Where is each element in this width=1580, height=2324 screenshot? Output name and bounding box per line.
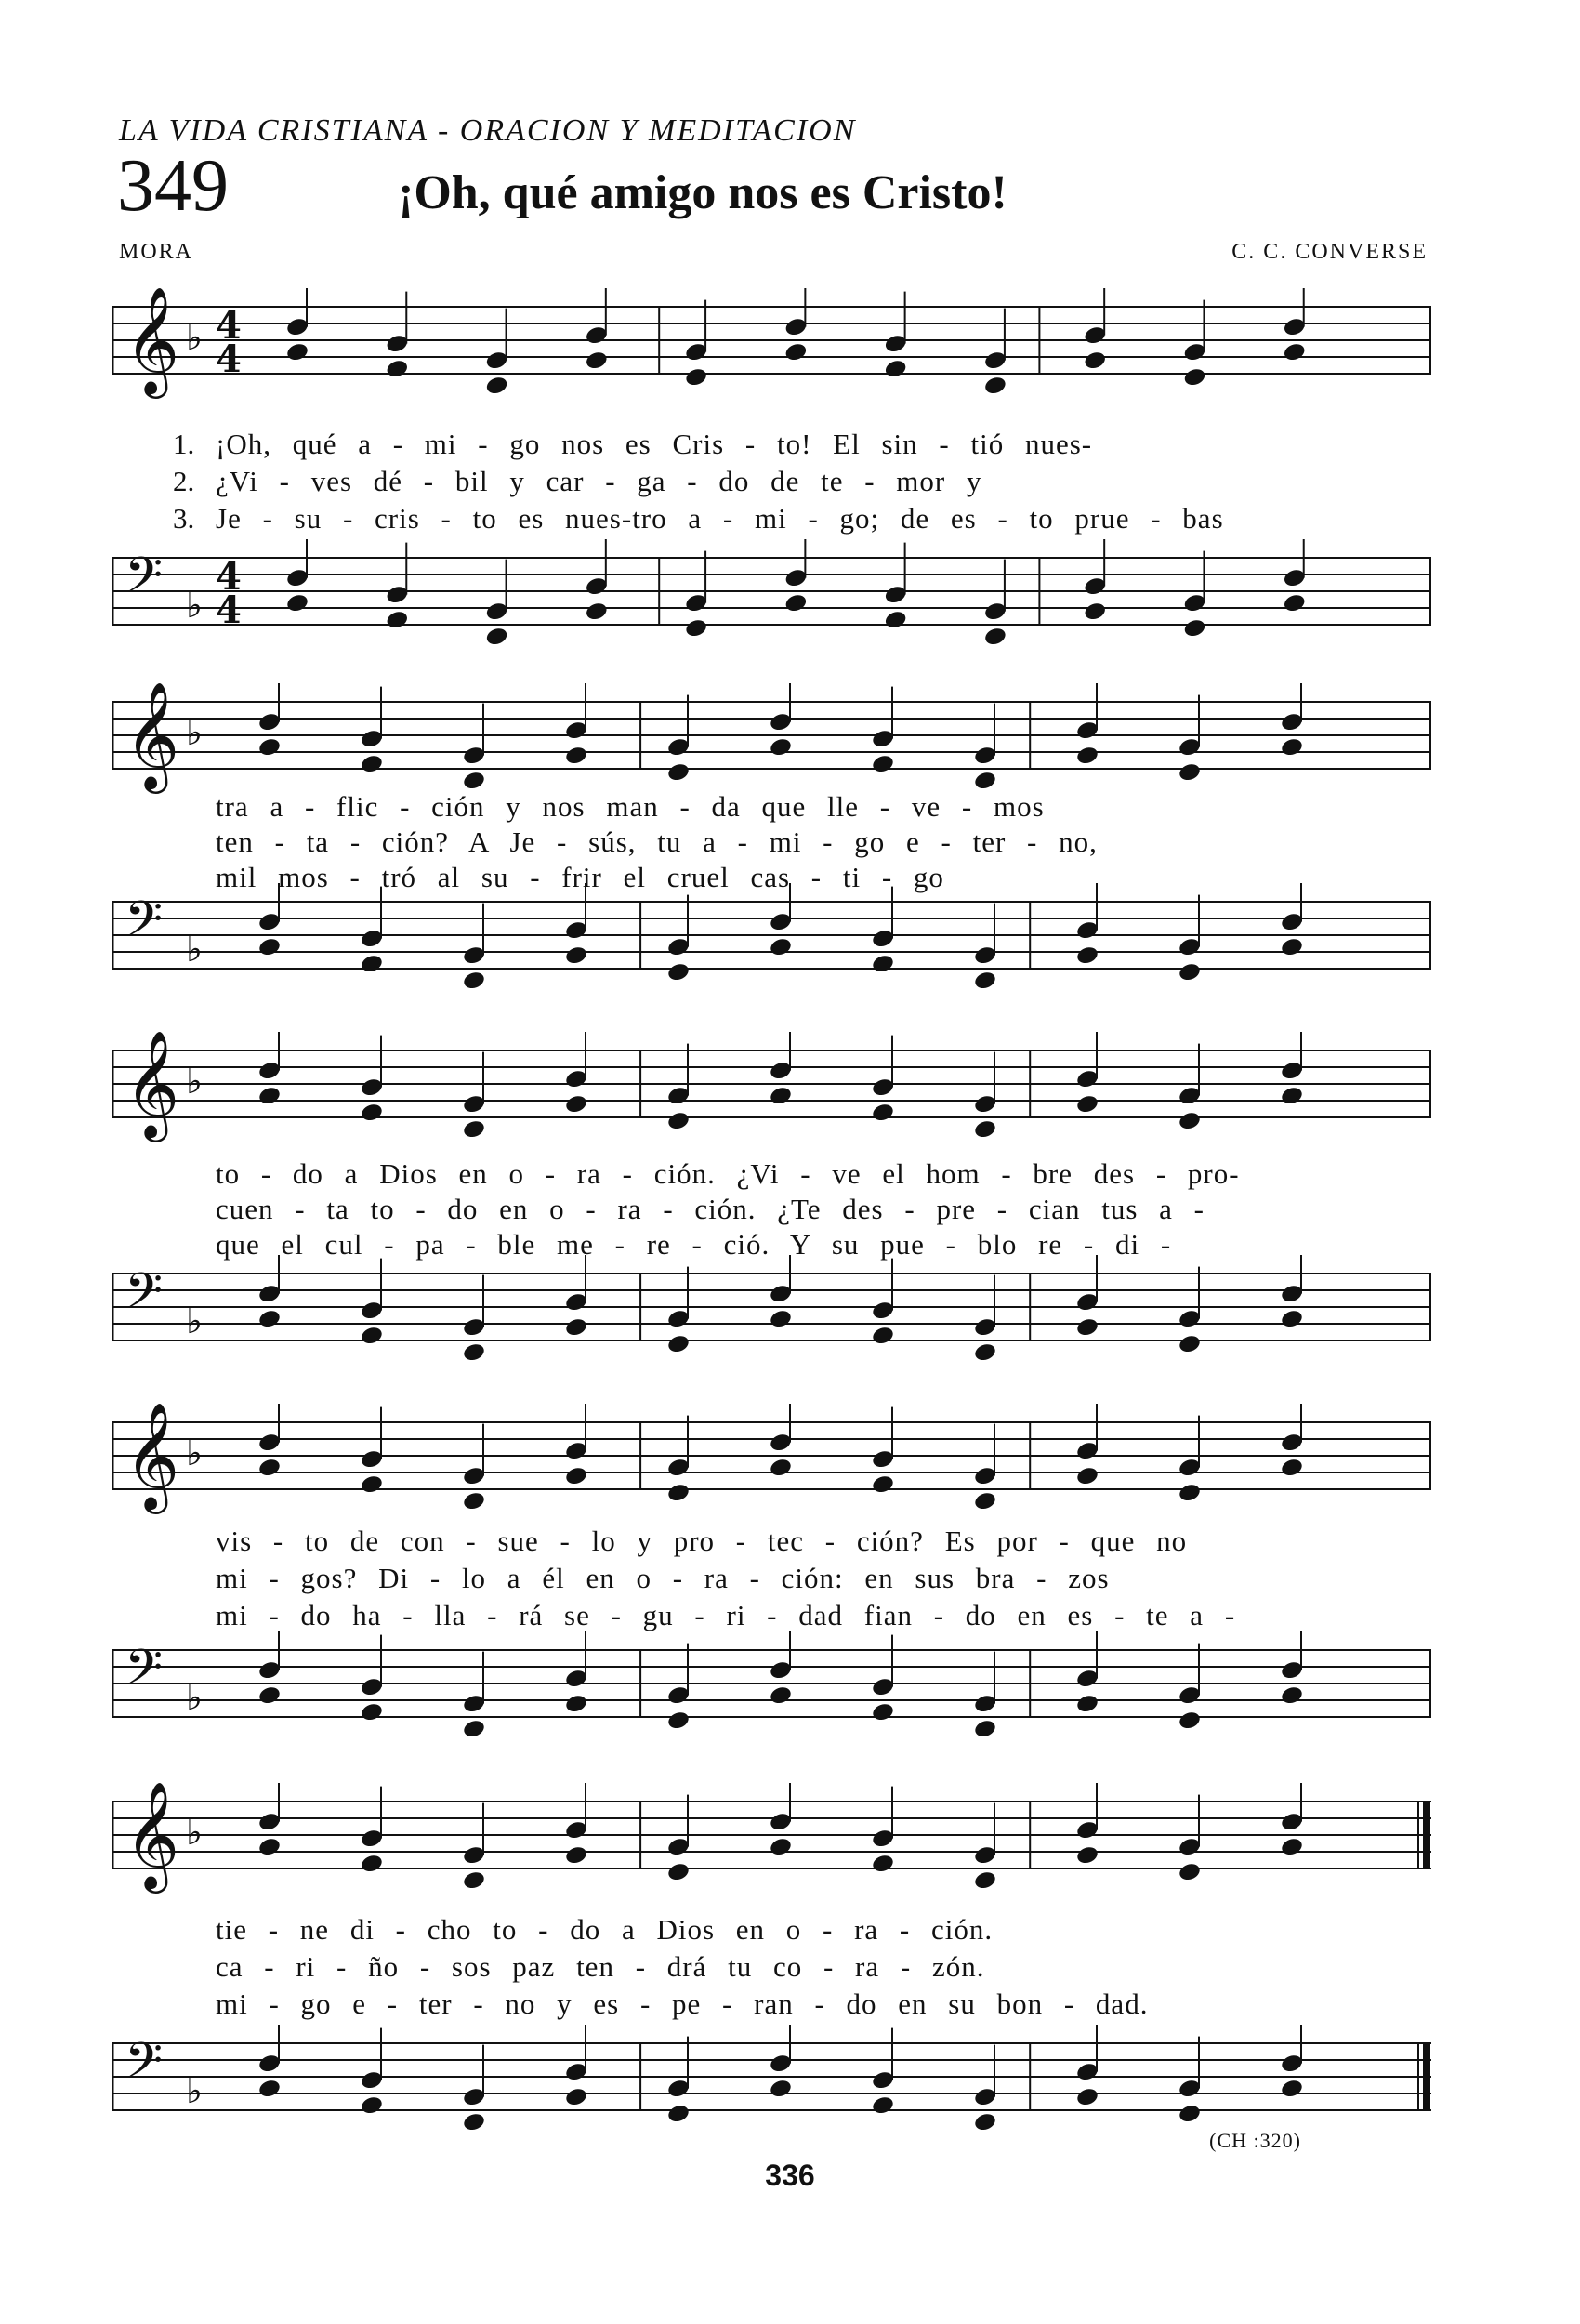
note-head	[1178, 1710, 1202, 1731]
note-head	[1075, 944, 1099, 966]
note-head	[871, 1473, 895, 1495]
note-head	[983, 375, 1007, 396]
lyric-text: tie - ne di - cho to - do a Dios en o - ra - ción.	[216, 1913, 994, 1946]
note-head	[360, 753, 384, 774]
bass-staff	[112, 539, 1431, 660]
flat-key-signature: ♭	[186, 1812, 203, 1853]
note-head	[1178, 1110, 1202, 1131]
lyric-text: ca - ri - ño - sos paz ten - drá tu co - ra - zón.	[216, 1950, 985, 1983]
note-head	[884, 358, 908, 379]
note-head	[871, 1325, 895, 1346]
note-head	[1178, 1482, 1202, 1503]
note-head	[973, 1118, 997, 1140]
note-head	[385, 358, 409, 379]
bass-staff	[112, 1255, 1431, 1376]
note-head	[1182, 366, 1206, 388]
note-head	[257, 736, 282, 758]
note-head	[1075, 2086, 1099, 2107]
note-head	[1075, 745, 1099, 766]
note-head	[1178, 2103, 1202, 2124]
note-head	[1280, 736, 1304, 758]
note-head	[360, 1853, 384, 1874]
hymn-number: 349	[117, 145, 229, 227]
note-head	[360, 1701, 384, 1723]
note-head	[684, 617, 708, 639]
lyric-text: ten - ta - ción? A Je - sús, tu a - mi - go e - ter - no,	[216, 825, 1098, 858]
note-head	[973, 1341, 997, 1363]
note-head	[564, 1465, 588, 1486]
note-head	[257, 2078, 282, 2099]
note-head	[462, 970, 486, 991]
note-head	[585, 601, 609, 622]
flat-key-signature: ♭	[186, 929, 203, 970]
note-head	[285, 341, 309, 363]
note-head	[769, 1684, 793, 1706]
note-head	[1280, 2078, 1304, 2099]
note-head	[666, 2103, 691, 2124]
bass-staff	[112, 883, 1431, 1004]
flat-key-signature: ♭	[186, 1301, 203, 1341]
note-head	[1178, 761, 1202, 783]
bass-clef: 𝄢	[125, 891, 164, 960]
note-head	[462, 1118, 486, 1140]
bass-staff	[112, 2025, 1431, 2146]
note-head	[1178, 1333, 1202, 1354]
note-head	[1075, 1465, 1099, 1486]
note-head	[360, 2094, 384, 2116]
time-signature-top: 4	[216, 304, 242, 349]
flat-key-signature: ♭	[186, 1061, 203, 1102]
note-head	[257, 1457, 282, 1478]
note-head	[769, 1085, 793, 1106]
note-head	[462, 1490, 486, 1512]
note-head	[564, 1093, 588, 1115]
treble-clef: 𝄞	[125, 1404, 180, 1511]
tune-name: MORA	[119, 240, 194, 264]
note-head	[666, 1482, 691, 1503]
treble-clef: 𝄞	[125, 288, 180, 395]
note-head	[769, 936, 793, 957]
note-head	[973, 970, 997, 991]
note-head	[462, 770, 486, 791]
note-head	[257, 936, 282, 957]
lyric-text: to - do a Dios en o - ra - ción. ¿Vi - ve el hom - bre des - pro-	[216, 1157, 1240, 1190]
note-head	[983, 626, 1007, 647]
lyric-text: Je - su - cris - to es nues-tro a - mi - go; de es - to prue - bas	[216, 502, 1224, 535]
bass-clef: 𝄢	[125, 1262, 164, 1332]
note-head	[1178, 961, 1202, 983]
lyric-text: que el cul - pa - ble me - re - ció. Y su pue - blo re - di -	[216, 1228, 1172, 1261]
note-head	[1280, 1684, 1304, 1706]
note-head	[564, 1844, 588, 1866]
time-signature-top: 4	[216, 555, 242, 600]
note-head	[769, 736, 793, 758]
flat-key-signature: ♭	[186, 585, 203, 626]
note-head	[1083, 350, 1107, 371]
note-head	[666, 1110, 691, 1131]
bass-clef: 𝄢	[125, 2032, 164, 2102]
hymnal-reference: (CH :320)	[1209, 2129, 1301, 2152]
note-head	[1280, 1085, 1304, 1106]
time-signature-bottom: 4	[216, 588, 242, 633]
note-head	[360, 1325, 384, 1346]
note-head	[871, 2094, 895, 2116]
note-head	[666, 1710, 691, 1731]
flat-key-signature: ♭	[186, 2070, 203, 2111]
note-head	[1075, 1093, 1099, 1115]
lyric-text: ¿Vi - ves dé - bil y car - ga - do de te - mor y	[216, 465, 982, 497]
note-head	[585, 350, 609, 371]
verse-number: 2.	[173, 465, 195, 497]
note-head	[360, 1102, 384, 1123]
flat-key-signature: ♭	[186, 317, 203, 358]
note-head	[769, 2078, 793, 2099]
note-head	[564, 1316, 588, 1338]
note-head	[1280, 1308, 1304, 1329]
note-head	[1280, 936, 1304, 957]
note-head	[257, 1308, 282, 1329]
flat-key-signature: ♭	[186, 712, 203, 753]
note-head	[257, 1684, 282, 1706]
verse-number: 3.	[173, 502, 195, 535]
note-head	[871, 753, 895, 774]
lyric-text: mi - go e - ter - no y es - pe - ran - do en su bon - dad.	[216, 1987, 1149, 2020]
note-head	[1178, 1861, 1202, 1882]
lyric-text: mi - gos? Di - lo a él en o - ra - ción: en sus bra - zos	[216, 1562, 1110, 1594]
note-head	[783, 341, 808, 363]
note-head	[1075, 1316, 1099, 1338]
note-head	[285, 592, 309, 614]
note-head	[769, 1457, 793, 1478]
treble-staff	[112, 1783, 1431, 1904]
lyric-text: mi - do ha - lla - rá se - gu - ri - dad fian - do en es - te a -	[216, 1599, 1236, 1631]
composer-name: C. C. CONVERSE	[1231, 240, 1428, 264]
lyric-text: ¡Oh, qué a - mi - go nos es Cris - to! El sin - tió nues-	[216, 428, 1093, 460]
note-head	[973, 1718, 997, 1739]
note-head	[1182, 617, 1206, 639]
note-head	[462, 1718, 486, 1739]
treble-staff	[112, 288, 1431, 409]
note-head	[462, 2111, 486, 2133]
note-head	[1283, 341, 1307, 363]
treble-staff	[112, 683, 1431, 804]
note-head	[666, 961, 691, 983]
note-head	[1280, 1836, 1304, 1857]
note-head	[666, 761, 691, 783]
note-head	[462, 1341, 486, 1363]
note-head	[783, 592, 808, 614]
note-head	[257, 1836, 282, 1857]
note-head	[1083, 601, 1107, 622]
lyric-text: tra a - flic - ción y nos man - da que lle - ve - mos	[216, 790, 1045, 823]
note-head	[973, 1490, 997, 1512]
bass-staff	[112, 1631, 1431, 1752]
section-title: LA VIDA CRISTIANA - ORACION Y MEDITACION	[119, 113, 857, 148]
treble-clef: 𝄞	[125, 683, 180, 790]
note-head	[871, 1853, 895, 1874]
bass-clef: 𝄢	[125, 547, 164, 616]
treble-clef: 𝄞	[125, 1032, 180, 1139]
note-head	[884, 609, 908, 630]
note-head	[1075, 1844, 1099, 1866]
treble-staff	[112, 1032, 1431, 1153]
note-head	[684, 366, 708, 388]
lyric-text: vis - to de con - sue - lo y pro - tec - ción? Es por - que no	[216, 1525, 1188, 1557]
note-head	[769, 1308, 793, 1329]
flat-key-signature: ♭	[186, 1677, 203, 1718]
page-number: 336	[765, 2159, 815, 2192]
note-head	[385, 609, 409, 630]
note-head	[973, 2111, 997, 2133]
note-head	[257, 1085, 282, 1106]
lyric-text: cuen - ta to - do en o - ra - ción. ¿Te des - pre - cian tus a -	[216, 1193, 1205, 1225]
note-head	[1075, 1693, 1099, 1714]
flat-key-signature: ♭	[186, 1433, 203, 1473]
note-head	[666, 1861, 691, 1882]
note-head	[564, 2086, 588, 2107]
note-head	[1283, 592, 1307, 614]
treble-staff	[112, 1404, 1431, 1525]
note-head	[1280, 1457, 1304, 1478]
note-head	[564, 1693, 588, 1714]
note-head	[871, 1102, 895, 1123]
bass-clef: 𝄢	[125, 1639, 164, 1709]
lyric-text: mil mos - tró al su - frir el cruel cas - ti - go	[216, 861, 944, 893]
time-signature-bottom: 4	[216, 337, 242, 382]
treble-clef: 𝄞	[125, 1783, 180, 1890]
note-head	[484, 626, 508, 647]
hymn-title: ¡Oh, qué amigo nos es Cristo!	[398, 166, 1007, 219]
note-head	[360, 953, 384, 974]
verse-number: 1.	[173, 428, 195, 460]
note-head	[564, 944, 588, 966]
note-head	[564, 745, 588, 766]
note-head	[666, 1333, 691, 1354]
note-head	[871, 1701, 895, 1723]
note-head	[871, 953, 895, 974]
note-head	[360, 1473, 384, 1495]
note-head	[973, 770, 997, 791]
note-head	[462, 1869, 486, 1891]
note-head	[769, 1836, 793, 1857]
note-head	[484, 375, 508, 396]
note-head	[973, 1869, 997, 1891]
